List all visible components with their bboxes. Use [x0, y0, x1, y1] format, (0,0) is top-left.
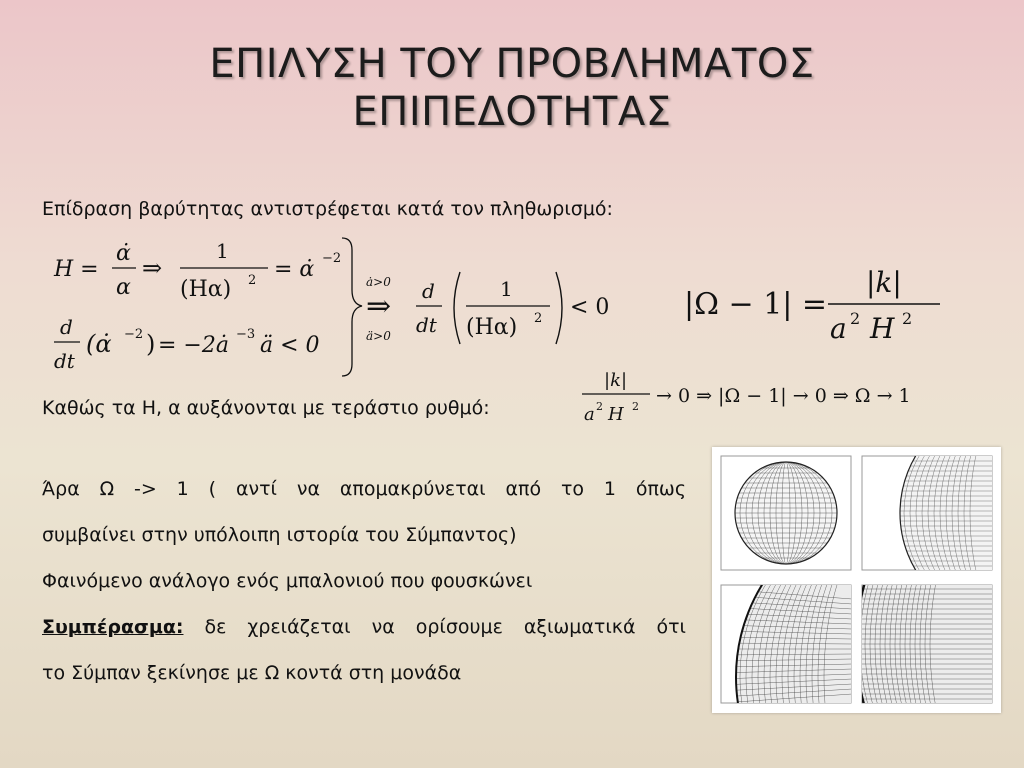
since-text: Καθώς τα H, α αυξάνονται με τεράστιο ρυθμό: [42, 397, 490, 419]
eq-sq-2: 2 [534, 311, 543, 326]
eq-neg3: −3 [236, 327, 256, 342]
eq-neg2-2: −2 [124, 327, 144, 342]
eq-lt0: < 0 [570, 295, 610, 320]
limit-H: H [608, 404, 624, 425]
para-line-1: Άρα Ω -> 1 ( αντί να απομακρύνεται από το 1 όπως [42, 478, 686, 500]
eq-neg2-1: −2 [322, 251, 342, 266]
eq-h-num: α̇ [116, 241, 131, 266]
conclusion-paragraph [42, 466, 686, 696]
eq-sq-1: 2 [248, 273, 257, 288]
limit-a: a [584, 404, 595, 425]
para-line-4 [42, 604, 686, 650]
equation-block [40, 232, 640, 382]
eq-alpha-paren: (α̇ [86, 330, 112, 358]
conclusion-text: δε χρειάζεται να ορίσουμε αξιωματικά ότι [183, 616, 686, 638]
eq-implies-2: ⇒ [366, 289, 392, 324]
eq-d-1: d [60, 315, 73, 339]
para-line-3: Φαινόμενο ανάλογο ενός μπαλονιού που φουσκώνει [42, 570, 533, 592]
omega-H: H [870, 312, 895, 345]
para-line-5: το Σύμπαν ξεκίνησε με Ω κοντά στη μονάδα [42, 662, 462, 684]
eq-one-1: 1 [216, 239, 229, 263]
cond-bot: ä>0 [366, 329, 391, 343]
omega-equation [680, 262, 950, 346]
eq-rhs2: = −2ȧ [158, 333, 229, 358]
eq-one-2: 1 [500, 277, 513, 301]
eq-dt-2: dt [416, 313, 437, 337]
limit-k: |k| [604, 370, 628, 391]
eq-halpha-2: (Hα) [466, 315, 518, 340]
conclusion-label: Συμπέρασμα: [42, 616, 184, 638]
omega-a: a [830, 312, 847, 345]
omega-lhs: |Ω − 1| = [684, 287, 828, 322]
cond-top: ȧ>0 [366, 275, 391, 289]
omega-a-sq: 2 [850, 309, 861, 328]
limit-chain: → 0 ⇒ |Ω − 1| → 0 ⇒ Ω → 1 [656, 385, 911, 407]
eq-halpha-1: (Hα) [180, 277, 232, 302]
right-brace [342, 238, 362, 376]
title-line-2: ΕΠΙΠΕΔΟΤΗΤΑΣ [352, 89, 672, 135]
inflating-sphere-grid-illustration [712, 447, 1001, 713]
intro-text: Επίδραση βαρύτητας αντιστρέφεται κατά τον πληθωρισμό: [42, 198, 613, 220]
eq-close-paren: ) [146, 330, 156, 358]
omega-k: |k| [866, 266, 902, 299]
eq-h-den: α [116, 275, 131, 300]
limit-a-sq: 2 [596, 400, 603, 413]
title-line-1: ΕΠΙΛΥΣΗ ΤΟΥ ΠΡΟΒΛΗΜΑΤΟΣ [209, 41, 815, 87]
eq-alpha-dot-eq: = α̇ [274, 257, 315, 282]
para-line-2: συμβαίνει στην υπόλοιπη ιστορία του Σύμπαντος) [42, 524, 517, 546]
eq-d-2: d [422, 279, 435, 303]
big-paren-left [454, 272, 460, 344]
eq-dt-1: dt [54, 349, 75, 373]
eq-h-lhs: H = [54, 257, 99, 282]
page-title [0, 40, 1024, 136]
limit-H-sq: 2 [632, 400, 639, 413]
eq-rhs2b: ä < 0 [260, 333, 320, 358]
big-paren-right [556, 272, 562, 344]
limit-equation [578, 364, 978, 430]
inflating-sphere-panel [712, 447, 1001, 713]
eq-implies-1: ⇒ [142, 254, 163, 282]
omega-H-sq: 2 [902, 309, 913, 328]
